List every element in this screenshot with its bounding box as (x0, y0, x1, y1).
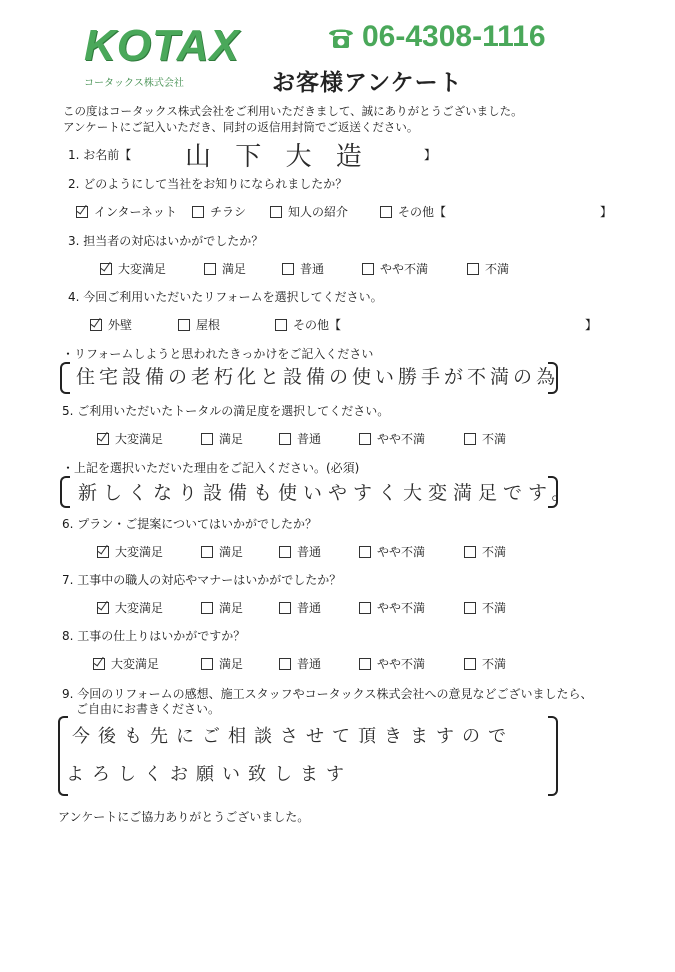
phone-icon (326, 24, 356, 50)
q8-option-satisfied[interactable] (201, 655, 243, 672)
q5-option-satisfied[interactable] (201, 430, 243, 447)
option-label: その他【 (293, 318, 342, 332)
q4-label: 4. 今回ご利用いただいたリフォームを選択してください。 (68, 290, 383, 304)
option-label: 普通 (297, 545, 322, 559)
option-label: 普通 (300, 262, 325, 276)
q8-option-neutral[interactable] (279, 655, 321, 672)
phone-text: 06-4308-1116 (362, 20, 546, 53)
option-label: 不満 (482, 601, 507, 615)
checkbox[interactable] (282, 263, 294, 275)
q6-label: 6. プラン・ご提案についてはいかがでしたか？ (62, 517, 318, 531)
q8-option-dissatisfied[interactable] (464, 655, 506, 672)
checkbox[interactable] (464, 433, 476, 445)
left-bracket (60, 362, 70, 394)
q5-option-slightly-dissatisfied[interactable] (359, 430, 425, 447)
option-label: 大変満足 (115, 601, 164, 615)
checkbox[interactable] (467, 263, 479, 275)
page-title: お客様アンケート (272, 70, 463, 96)
q2-option-flyer[interactable] (192, 203, 246, 220)
intro-line-1: この度はコータックス株式会社をご利用いただきまして、誠にありがとうございました。 (63, 104, 523, 118)
option-label: その他【 (398, 205, 447, 219)
q1-answer[interactable]: 山 下 大 造 (185, 142, 370, 172)
option-label: 満足 (219, 545, 244, 559)
q7-option-satisfied[interactable] (201, 599, 243, 616)
option-label: 満足 (219, 601, 244, 615)
checkbox[interactable] (192, 206, 204, 218)
logo-subtitle: コータックス株式会社 (84, 78, 184, 89)
q6-option-slightly-dissatisfied[interactable] (359, 543, 425, 560)
q8-label: 8. 工事の仕上りはいかがですか？ (62, 629, 246, 643)
checkbox[interactable] (201, 433, 213, 445)
q5-label: 5. ご利用いただいたトータルの満足度を選択してください。 (62, 404, 390, 418)
checkbox[interactable] (464, 546, 476, 558)
q3-option-very-satisfied[interactable] (100, 260, 166, 277)
checkbox-checked[interactable] (97, 433, 109, 445)
option-label: 屋根 (196, 318, 221, 332)
option-label: 満足 (222, 262, 247, 276)
option-label: やや不満 (380, 262, 429, 276)
q7-option-dissatisfied[interactable] (464, 599, 506, 616)
q7-option-neutral[interactable] (279, 599, 321, 616)
checkbox[interactable] (380, 206, 392, 218)
left-bracket (60, 476, 70, 508)
q3-option-slightly-dissatisfied[interactable] (362, 260, 428, 277)
option-label: やや不満 (377, 601, 426, 615)
checkbox[interactable] (464, 602, 476, 614)
option-label: やや不満 (377, 657, 426, 671)
checkbox-checked[interactable] (97, 602, 109, 614)
q7-label: 7. 工事中の職人の対応やマナーはいかがでしたか？ (62, 573, 342, 587)
reason2-label: ・上記を選択いただいた理由をご記入ください。(必須) (62, 461, 360, 475)
checkbox[interactable] (362, 263, 374, 275)
q1-close: 】 (424, 148, 437, 162)
q2-close: 】 (600, 205, 613, 219)
checkbox[interactable] (279, 433, 291, 445)
checkbox[interactable] (275, 319, 287, 331)
q4-close: 】 (585, 318, 598, 332)
option-label: 不満 (482, 545, 507, 559)
q7-option-very-satisfied[interactable] (97, 599, 163, 616)
checkbox[interactable] (464, 658, 476, 670)
checkbox-checked[interactable] (90, 319, 102, 331)
option-label: やや不満 (377, 432, 426, 446)
option-label: 普通 (297, 432, 322, 446)
checkbox[interactable] (359, 602, 371, 614)
q9-label-line-2: ご自由にお書きください。 (76, 702, 221, 716)
option-label: 大変満足 (115, 432, 164, 446)
option-label: 大変満足 (118, 262, 167, 276)
option-label: 不満 (482, 432, 507, 446)
option-label: 満足 (219, 432, 244, 446)
option-label: 知人の紹介 (288, 205, 349, 219)
option-label: 大変満足 (115, 545, 164, 559)
option-label: 大変満足 (111, 657, 160, 671)
q3-option-satisfied[interactable] (204, 260, 246, 277)
q4-option-other[interactable] (275, 316, 341, 333)
checkbox[interactable] (201, 658, 213, 670)
checkbox[interactable] (359, 546, 371, 558)
intro-line-2: アンケートにご記入いただき、同封の返信用封筒でご返送ください。 (63, 120, 419, 134)
q9-answer-line-1[interactable]: 今後も先にご相談させて頂きますので (72, 726, 514, 747)
right-bracket (548, 362, 558, 394)
company-logo (84, 18, 254, 89)
checkbox[interactable] (279, 602, 291, 614)
option-label: チラシ (210, 205, 247, 219)
q6-option-dissatisfied[interactable] (464, 543, 506, 560)
right-bracket (548, 476, 558, 508)
checkbox[interactable] (359, 433, 371, 445)
q7-option-slightly-dissatisfied[interactable] (359, 599, 425, 616)
option-label: 外壁 (108, 318, 133, 332)
checkbox-checked[interactable] (97, 546, 109, 558)
option-label: やや不満 (377, 545, 426, 559)
checkbox[interactable] (270, 206, 282, 218)
reason2-answer[interactable]: 新しくなり設備も使いやすく大変満足です。 (78, 482, 577, 504)
logo-text: KOTAX (84, 21, 240, 70)
checkbox-checked[interactable] (76, 206, 88, 218)
phone-number (326, 20, 546, 54)
checkbox[interactable] (204, 263, 216, 275)
q3-option-dissatisfied[interactable] (467, 260, 509, 277)
checkbox[interactable] (201, 602, 213, 614)
q2-label: 2. どのようにして当社をお知りになられましたか？ (68, 177, 348, 191)
checkbox[interactable] (279, 658, 291, 670)
q5-option-dissatisfied[interactable] (464, 430, 506, 447)
q6-option-satisfied[interactable] (201, 543, 243, 560)
reason1-answer[interactable]: 住宅設備の老朽化と設備の使い勝手が不満の為 (76, 366, 560, 388)
option-label: 不満 (482, 657, 507, 671)
q2-option-referral[interactable] (270, 203, 348, 220)
right-bracket (548, 716, 558, 796)
footer-thanks: アンケートにご協力ありがとうございました。 (58, 810, 310, 824)
option-label: 普通 (297, 657, 322, 671)
q1-label: 1. お名前【 (68, 148, 132, 162)
option-label: 不満 (485, 262, 510, 276)
q9-answer-line-2[interactable]: よろしくお願い致します (66, 764, 352, 785)
q8-option-very-satisfied[interactable] (93, 655, 159, 672)
q2-option-other[interactable] (380, 203, 446, 220)
q5-option-very-satisfied[interactable] (97, 430, 163, 447)
option-label: インターネット (94, 205, 177, 219)
reason1-label: ・リフォームしようと思われたきっかけをご記入ください (62, 347, 374, 361)
checkbox[interactable] (201, 546, 213, 558)
q3-option-neutral[interactable] (282, 260, 324, 277)
checkbox[interactable] (359, 658, 371, 670)
q6-option-very-satisfied[interactable] (97, 543, 163, 560)
checkbox-checked[interactable] (93, 658, 105, 670)
checkbox-checked[interactable] (100, 263, 112, 275)
q4-option-exterior-wall[interactable] (90, 316, 132, 333)
q2-option-internet[interactable] (76, 203, 177, 220)
q6-option-neutral[interactable] (279, 543, 321, 560)
q9-label-line-1: 9. 今回のリフォームの感想、施工スタッフやコータックス株式会社への意見などございましたら、 (62, 687, 593, 701)
q8-option-slightly-dissatisfied[interactable] (359, 655, 425, 672)
checkbox[interactable] (279, 546, 291, 558)
q5-option-neutral[interactable] (279, 430, 321, 447)
option-label: 普通 (297, 601, 322, 615)
q4-option-roof[interactable] (178, 316, 220, 333)
checkbox[interactable] (178, 319, 190, 331)
option-label: 満足 (219, 657, 244, 671)
q3-label: 3. 担当者の対応はいかがでしたか？ (68, 234, 264, 248)
